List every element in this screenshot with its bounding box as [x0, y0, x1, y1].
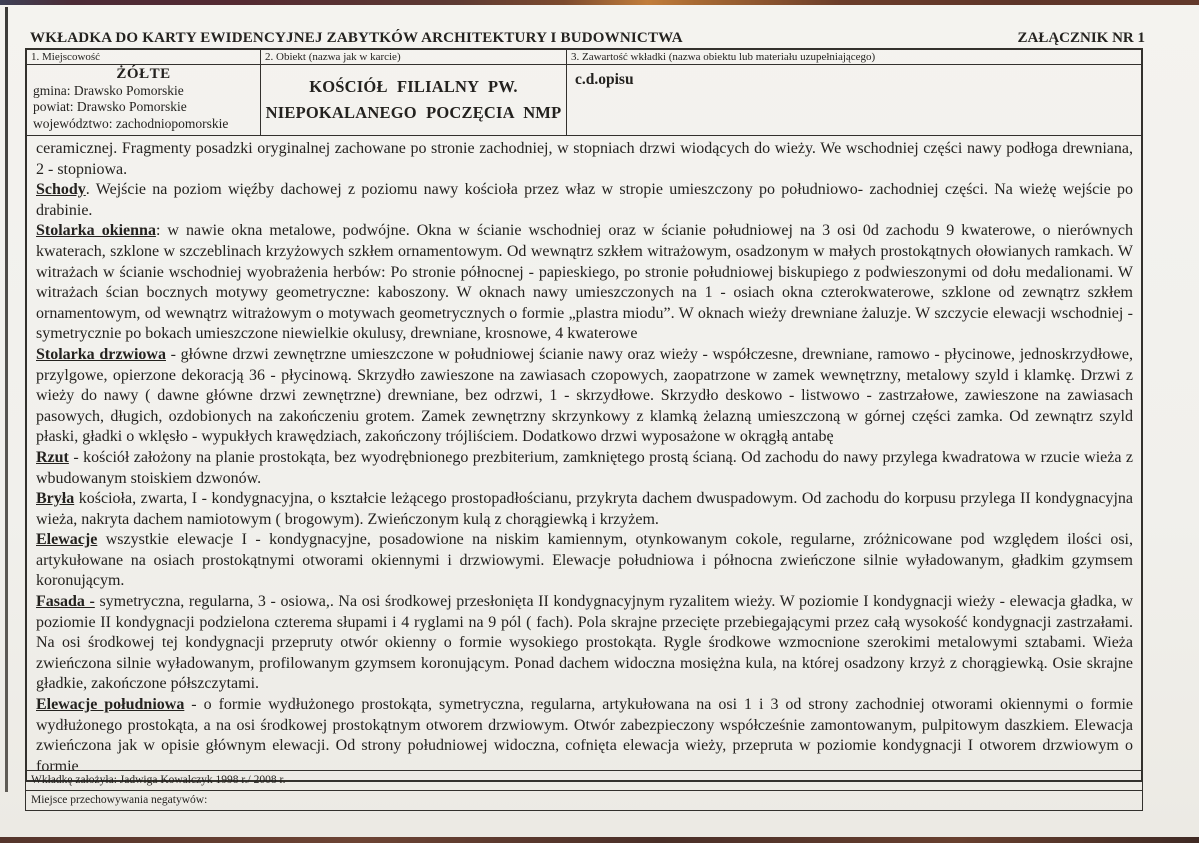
founder-row: Wkładkę założyła: Jadwiga Kowalczyk 1998 r./ 2008 r.	[31, 774, 286, 786]
location-cell	[27, 65, 261, 135]
body-paragraph	[36, 180, 1133, 221]
attachment-number-label: ZAŁĄCZNIK NR 1	[1017, 30, 1145, 46]
body-paragraph	[36, 221, 1133, 345]
paragraph-heading: Rzut	[36, 448, 69, 466]
scan-edge-bottom	[0, 837, 1199, 843]
body-paragraph	[36, 489, 1133, 530]
record-card-table	[25, 48, 1143, 782]
header-cell-miejscowosc: 1. Miejscowość	[27, 50, 261, 64]
location-name: ŻÓŁTE	[116, 66, 171, 82]
paragraph-heading: Schody	[36, 181, 86, 199]
body-paragraph	[36, 530, 1133, 592]
object-name-line1: KOŚCIÓŁ FILIALNY PW.	[309, 77, 518, 96]
paragraph-text: kościoła, zwarta, I - kondygnacyjna, o kształcie leżącego prostopadłościanu, przykryta dachem dwuspadowym. Od zachodu do korpusu przylega II kondygnacyjna wieża, nakryta dachem namiotowym ( brogowym). Zwieńczonym kulą z chorągiewką i krzyżem.	[36, 490, 1133, 528]
paragraph-text: symetryczna, regularna, 3 - osiowa,. Na osi środkowej przesłonięta II kondygnacyjnym ryzalitem wieży. W poziomie I kondygnacji wieży - elewacja gładka, w poziomie II kondygnacji podzielona czterema słupami i 4 ryglami na 9 pól ( fach). Pola skrajne przecięte przebiegającymi przez całą wysokość kondygnacji zastrzałami. Na osi środkowej tej kondygnacji przepruty otwór okienny o formie wysokiego prostokąta. Rygle środkowe wzmocnione szerokimi metalowymi sztabami. Wieża zwieńczona silnie wyładowanym, profilowanym gzymsem koronującym. Ponad dachem widoczna mosiężna kula, na której osadzony krzyż z chorągiewką. Osie skrajne gładkie, zakończone półszczytami.	[36, 593, 1133, 693]
negatives-row: Miejsce przechowywania negatywów:	[26, 790, 1142, 810]
header-cell-zawartosc: 3. Zawartość wkładki (nazwa obiektu lub materiału uzupełniającego)	[571, 51, 876, 63]
body-paragraph	[36, 139, 1133, 180]
paragraph-text: - główne drzwi zewnętrzne umieszczone w południowej ścianie nawy oraz wieży - współczesne, drewniane, ramowo - płycinowe, jednoskrzydłowe, przylgowe, opierzone dekoracją 36 - płycinową. Skrzydło zawieszone na zawiasach czopowych, zaopatrzone w zamek wewnętrzny, metalowy szyld i klamkę. Drzwi z wieży do nawy ( dawne główne drzwi zewnętrzne) drewniane, bez odrzwi, 1 - skrzydłowe. Skrzydło deskowo - listwowo - zastrzałowe, zawieszone na zawiasach pasowych, długich, ozdobionych na zakończeniu grotem. Zamek zewnętrzny skrzynkowy z klamką żelazną umieszczoną w górnej części zamka. Od zewnątrz szyld płaski, gładki o wklęsło - wypukłych krawędziach, zakończony trójliściem. Dodatkowo drzwi wyposażone w okrągłą antabę	[36, 345, 1133, 446]
header-cell-obiekt: 2. Obiekt (nazwa jak w karcie)	[261, 50, 567, 64]
body-paragraph	[36, 345, 1133, 448]
paragraph-text: - kościół założony na planie prostokąta, bez wyodrębnionego prezbiterium, zamkniętego prostą ścianą. Od zachodu do nawy przylega kwadratowa w rzucie wieża z wbudowanym stoiskiem dzwonów.	[36, 448, 1133, 487]
description-body	[27, 136, 1141, 780]
body-paragraph	[36, 695, 1133, 777]
object-name-line2: NIEPOKALANEGO POCZĘCIA NMP	[265, 103, 562, 122]
body-paragraph	[36, 448, 1133, 489]
table-values-row	[27, 65, 1141, 136]
footer-table	[25, 770, 1143, 811]
location-powiat: powiat: Drawsko Pomorskie	[33, 99, 187, 114]
object-name-cell	[261, 65, 567, 135]
paragraph-heading: Fasada -	[36, 593, 95, 611]
insert-content-cell: c.d.opisu	[575, 71, 634, 88]
scan-edge-top	[0, 0, 1199, 5]
location-gmina: gmina: Drawsko Pomorskie	[33, 82, 184, 98]
paragraph-heading: Elewacje	[36, 531, 98, 549]
paragraph-text: : w nawie okna metalowe, podwójne. Okna w ścianie wschodniej oraz w ścianie południowej na 3 osi 0d zachodu 9 kwaterowe, o nierównych kwaterach, szklone w szczeblinach krzyżowych szkłem ornamentowym. Od wewnątrz szkłem witrażowym, osadzonym w małych prostokątnych ołowianych ramkach. W witrażach w ścianie wschodniej wyobrażenia herbów: Po stronie północnej - papieskiego, po stronie południowej biskupiego z podwieszonymi od dołu medalionami. W witrażach ścian bocznych motywy geometryczne: kaboszony. W oknach nawy umieszczonych na 1 - osiach okna czterokwaterowe, szklone od zewnątrz szkłem ornamentowym, od wewnątrz witrażowym o motywach geometrycznych o formie „plastra miodu”. W oknach wieży drewniane żaluzje. W szczycie elewacji wschodniej - symetrycznie po bokach umieszczone niewielkie okulusy, drewniane, krosnowe, 4 kwaterowe	[36, 222, 1134, 343]
paragraph-text: ceramicznej. Fragmenty posadzki oryginalnej zachowane po stronie zachodniej, w stopniach drzwi wiodących do wieży. We wschodniej części nawy podłoga drewniana, 2 - stopniowa.	[36, 140, 1133, 178]
document-header	[30, 30, 1145, 47]
paragraph-heading: Elewacje południowa	[36, 696, 185, 714]
body-paragraph	[36, 592, 1133, 695]
paragraph-heading: Stolarka okienna	[36, 222, 156, 240]
paragraph-heading: Stolarka drzwiowa	[36, 345, 166, 363]
paragraph-heading: Bryła	[36, 490, 75, 508]
paragraph-text: wszystkie elewacje I - kondygnacyjne, posadowione na niskim kamiennym, otynkowanym cokole, regularne, zróżnicowane pod względem ilości osi, artykułowane na osiach prostokątnymi otworami okiennymi i drzwiowymi. Elewacje południowa i północna zwieńczone silnie wyładowanym, gładkim gzymsem koronującym.	[36, 531, 1133, 590]
page-title: WKŁADKA DO KARTY EWIDENCYJNEJ ZABYTKÓW ARCHITEKTURY I BUDOWNICTWA	[30, 30, 683, 46]
paragraph-text: - o formie wydłużonego prostokąta, symetryczna, regularna, artykułowana na osi 1 i 3 od strony zachodniej otworami okiennymi o formie wydłużonego prostokąta, a na osi środkowej prostokątnym otworem drzwiowym. Otwór zabezpieczony współcześnie zamontowanym, pulpitowym daszkiem. Elewacja zwieńczona jak w opisie głównym elewacji. Od strony południowej widoczna, cofnięta elewacja wieży, przepruta w poziomie kondygnacji I otworem drzwiowym o formie	[36, 696, 1133, 775]
location-wojewodztwo: województwo: zachodniopomorskie	[33, 115, 229, 131]
paragraph-text: . Wejście na poziom więźby dachowej z poziomu nawy kościoła przez właz w stropie umieszczony po południowo- zachodniej części. Na wieżę wejście po drabinie.	[36, 181, 1133, 219]
scan-edge-left	[5, 7, 8, 792]
table-header-row	[27, 50, 1141, 65]
